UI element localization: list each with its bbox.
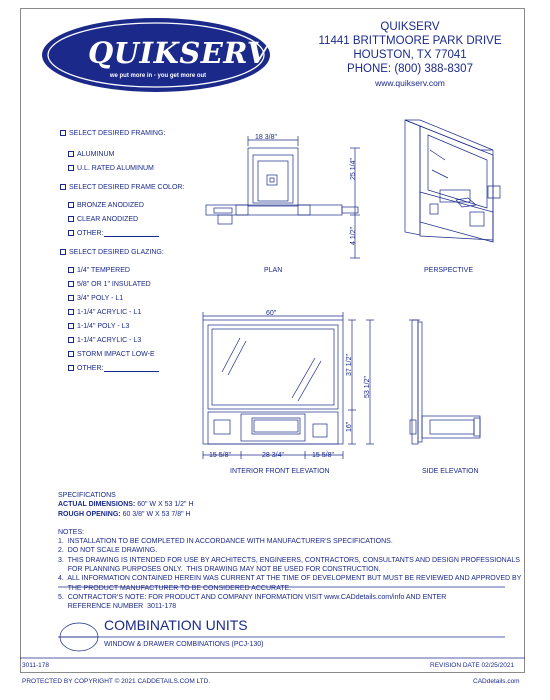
dim-front-b3: 15 5/8" [312,452,334,459]
option-glazing-other: OTHER: [68,365,159,372]
note-line: 2. DO NOT SCALE DRAWING. [58,547,158,555]
perspective-view [405,120,500,242]
logo-tagline: we put more in - you get more out [109,73,207,79]
frame-color-title: SELECT DESIRED FRAME COLOR: [60,184,184,191]
spec-title: SPECIFICATIONS [58,492,116,499]
option-glazing-4: 1-1/4" ACRYLIC - L1 [68,309,141,316]
note-line: THE PRODUCT MANUFACTURER TO BE CONSIDERED ACCURATE. [58,584,292,592]
plan-view [206,136,360,258]
company-phone: PHONE: (800) 388-8307 [347,63,473,75]
company-address: 11441 BRITTMOORE PARK DRIVE [318,35,502,47]
dim-front-width: 60" [266,310,277,317]
option-bronze: BRONZE ANODIZED [68,202,144,209]
option-aluminum: ALUMINUM [68,151,114,158]
note-line: 3. THIS DRAWING IS INTENDED FOR USE BY ARCHITECTS, ENGINEERS, CONTRACTORS, CONSULTANTS AND DESIGN PROFESSIONALS [58,556,520,564]
option-glazing-1: 1/4" TEMPERED [68,267,130,274]
company-city: HOUSTON, TX 77041 [353,49,467,61]
option-glazing-6: 1-1/4" ACRYLIC - L3 [68,337,141,344]
dim-front-h1: 37 1/2" [346,354,353,376]
note-line: FOR PLANNING PURPOSES ONLY. THIS DRAWING MAY NOT BE USED FOR CONSTRUCTION. [58,566,381,574]
option-color-other: OTHER: [68,230,159,237]
front-elevation-view [203,312,374,459]
label-plan: PLAN [264,267,283,274]
dim-front-b1: 15 5/8" [209,452,231,459]
note-line: 5. CONTRACTOR'S NOTE: FOR PRODUCT AND COMPANY INFORMATION VISIT www.CADdetails.com/info AND ENTER [58,593,447,601]
reference-number: 3011-178 [22,662,49,669]
option-glazing-7: STORM IMPACT LOW-E [68,351,155,358]
option-glazing-3: 3/4" POLY - L1 [68,295,123,302]
option-ul-aluminum: U.L. RATED ALUMINUM [68,165,154,172]
spec-rough: ROUGH OPENING: 60 3/8" W X 53 7/8" H [58,510,191,518]
company-web: www.quikserv.com [375,78,445,88]
notes-block [58,491,522,612]
note-line: REFERENCE NUMBER 3011-178 [58,603,177,611]
dim-plan-width: 18 3/8" [255,134,277,141]
caddetails-link[interactable]: CADdetails.com [473,678,520,685]
side-elevation-view [409,320,480,444]
notes-title: NOTES: [58,528,85,536]
note-line: 1. INSTALLATION TO BE COMPLETED IN ACCORDANCE WITH MANUFACTURER'S SPECIFICATIONS. [58,538,393,546]
option-clear: CLEAR ANODIZED [68,216,138,223]
title-block-subtitle: WINDOW & DRAWER COMBINATIONS (PCJ-130) [104,641,264,648]
title-block-title: COMBINATION UNITS [104,617,248,633]
dim-plan-depth: 25 1/4" [350,158,357,180]
copyright: PROTECTED BY COPYRIGHT © 2021 CADDETAILS.COM LTD. [22,678,211,685]
option-glazing-5: 1-1/4" POLY - L3 [68,323,129,330]
revision-date: REVISION DATE 02/25/2021 [430,662,515,669]
option-glazing-2: 5/8" OR 1" INSULATED [68,281,151,288]
dim-front-h2: 53 1/2" [364,376,371,398]
spec-actual: ACTUAL DIMENSIONS: 60" W X 53 1/2" H [58,501,194,509]
dim-plan-ext: 4 1/2" [350,226,357,245]
glazing-title: SELECT DESIRED GLAZING: [60,249,164,256]
framing-title: SELECT DESIRED FRAMING: [60,130,165,137]
label-perspective: PERSPECTIVE [424,267,474,274]
company-name: QUIKSERV [380,21,440,33]
label-side-elevation: SIDE ELEVATION [422,468,479,475]
label-front-elevation: INTERIOR FRONT ELEVATION [230,468,330,475]
logo-brand: QUIKSERV [88,36,270,70]
note-line: 4. ALL INFORMATION CONTAINED HEREIN WAS CURRENT AT THE TIME OF DEVELOPMENT BUT MUST BE REVIEWED AND APPROVED BY [58,575,522,583]
dim-front-b2: 28 3/4" [262,452,284,459]
dim-front-h3: 16" [346,421,353,432]
